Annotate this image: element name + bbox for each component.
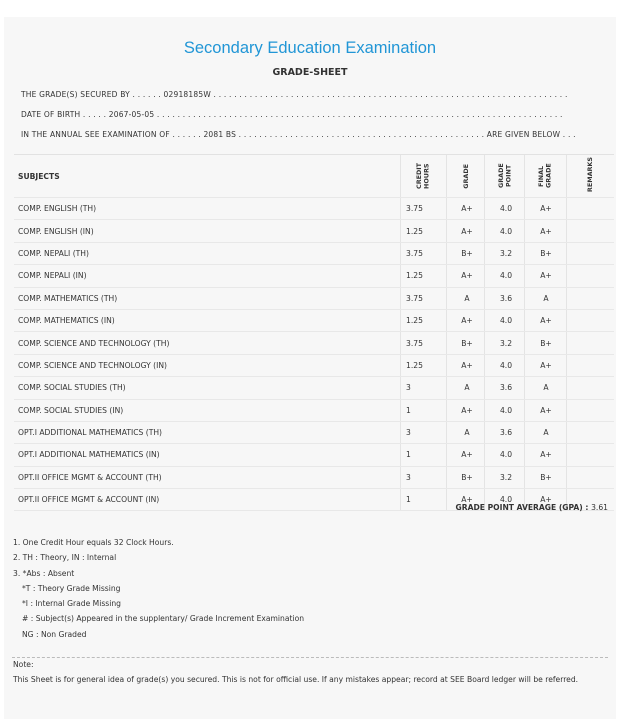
grade-point-cell: 4.0 (499, 316, 513, 326)
grade-cell: A+ (461, 204, 473, 214)
subject-cell: COMP. SOCIAL STUDIES (TH) (18, 383, 126, 393)
grade-cell: A+ (461, 271, 473, 281)
final-grade-cell: A+ (540, 226, 552, 236)
grade-point-cell: 3.2 (499, 472, 513, 482)
exam-year-line: IN THE ANNUAL SEE EXAMINATION OF . . . . . . 2081 BS . . . . . . . . . . . . . . . . . . . . . . . . . . . . . . . . . . . . . . . . . . . . . . . . ARE GIVEN BELOW . . . (21, 130, 576, 139)
table-row (14, 444, 614, 466)
subject-cell: COMP. SOCIAL STUDIES (IN) (18, 405, 124, 415)
grade-point-cell: 3.2 (499, 338, 513, 348)
credit-hours-cell: 3.75 (406, 293, 423, 303)
symbol-number-line: THE GRADE(S) SECURED BY . . . . . . 02918185W . . . . . . . . . . . . . . . . . . . . . . . . . . . . . . . . . . . . . . . . . . . . . . . . . . . . . . . . . . . . . . . . . . . . . (21, 90, 568, 99)
grade-sheet (4, 17, 616, 719)
note-item: 2. TH : Theory, IN : Internal (13, 553, 117, 563)
final-grade-cell: B+ (540, 338, 552, 348)
table-row (14, 198, 614, 220)
grade-point-cell: 4.0 (499, 360, 513, 370)
subject-cell: COMP. SCIENCE AND TECHNOLOGY (IN) (18, 360, 167, 370)
grade-point-cell: 3.6 (499, 383, 513, 393)
final-grade-cell: A (543, 293, 549, 303)
subject-cell: OPT.I ADDITIONAL MATHEMATICS (IN) (18, 450, 160, 460)
header-subjects: SUBJECTS (18, 171, 60, 181)
subject-cell: COMP. MATHEMATICS (IN) (18, 316, 115, 326)
note-item: # : Subject(s) Appeared in the supplentary/ Grade Increment Examination (22, 614, 305, 624)
grade-point-cell: 4.0 (499, 226, 513, 236)
table-row (14, 467, 614, 489)
final-grade-cell: B+ (540, 472, 552, 482)
subject-cell: COMP. SCIENCE AND TECHNOLOGY (TH) (18, 338, 170, 348)
table-row (14, 220, 614, 242)
grade-cell: A+ (461, 495, 473, 505)
table-row (14, 310, 614, 332)
grade-point-cell: 4.0 (499, 450, 513, 460)
footer-note (13, 658, 609, 687)
grade-cell: B+ (461, 248, 473, 258)
grade-cell: B+ (461, 472, 473, 482)
note-item: NG : Non Graded (22, 629, 87, 639)
table-row (14, 400, 614, 422)
header-final-grade: FINAL GRADE (537, 163, 553, 189)
note-item: *I : Internal Grade Missing (22, 599, 121, 609)
credit-hours-cell: 1.25 (406, 360, 423, 370)
table-row (14, 355, 614, 377)
subject-cell: COMP. ENGLISH (IN) (18, 226, 94, 236)
subject-cell: COMP. ENGLISH (TH) (18, 204, 97, 214)
credit-hours-cell: 3 (406, 383, 411, 393)
credit-hours-cell: 3 (406, 428, 411, 438)
final-grade-cell: A (543, 428, 549, 438)
credit-hours-cell: 3.75 (406, 248, 423, 258)
grade-point-cell: 4.0 (499, 271, 513, 281)
table-row (14, 422, 614, 444)
grade-point-cell: 4.0 (499, 495, 513, 505)
credit-hours-cell: 1.25 (406, 271, 423, 281)
grades-table (14, 154, 614, 511)
note-item: 1. One Credit Hour equals 32 Clock Hours. (13, 538, 174, 547)
subject-cell: COMP. NEPALI (IN) (18, 271, 87, 281)
grade-cell: B+ (461, 338, 473, 348)
final-grade-cell: B+ (540, 248, 552, 258)
grade-point-cell: 4.0 (499, 204, 513, 214)
subject-cell: OPT.I ADDITIONAL MATHEMATICS (TH) (18, 428, 163, 438)
grade-cell: A+ (461, 226, 473, 236)
credit-hours-cell: 1.25 (406, 316, 423, 326)
table-row (14, 288, 614, 310)
note-item: *T : Theory Grade Missing (22, 583, 121, 593)
note-label: Note: (13, 660, 34, 669)
exam-title: Secondary Education Examination (183, 39, 437, 57)
grade-point-cell: 3.6 (499, 293, 513, 303)
final-grade-cell: A+ (540, 405, 552, 415)
note-text: This Sheet is for general idea of grade(s) you secured. This is not for official use. If any mistakes appear; record at SEE Board ledger will be referred. (13, 674, 579, 684)
credit-hours-cell: 1 (406, 450, 411, 460)
note-item: 3. *Abs : Absent (13, 568, 75, 578)
final-grade-cell: A+ (540, 316, 552, 326)
grade-point-cell: 3.6 (499, 428, 513, 438)
grade-cell: A (464, 428, 470, 438)
header-grade: GRADE (462, 163, 471, 189)
header-credit-hours: CREDIT HOURS (415, 162, 431, 190)
credit-hours-cell: 3 (406, 472, 411, 482)
final-grade-cell: A+ (540, 271, 552, 281)
table-row (14, 243, 614, 265)
credit-hours-cell: 1 (406, 405, 411, 415)
date-of-birth-line: DATE OF BIRTH . . . . . 2067-05-05 . . . . . . . . . . . . . . . . . . . . . . . . . . . . . . . . . . . . . . . . . . . . . . . . . . . . . . . . . . . . . . . . . . . . . . . . . . . . . . . (21, 110, 563, 119)
gpa-value: 3.61 (591, 503, 608, 512)
credit-hours-cell: 3.75 (406, 338, 423, 348)
table-row (14, 332, 614, 354)
table-row (14, 377, 614, 399)
sheet-subtitle: GRADE-SHEET (272, 67, 348, 78)
grade-cell: A (464, 293, 470, 303)
grade-cell: A+ (461, 450, 473, 460)
credit-hours-cell: 3.75 (406, 204, 423, 214)
credit-hours-cell: 1 (406, 495, 411, 505)
grade-cell: A (464, 383, 470, 393)
header-remarks: REMARKS (586, 157, 595, 193)
grade-point-cell: 4.0 (499, 405, 513, 415)
notes-list (13, 535, 304, 642)
grade-point-cell: 3.2 (499, 248, 513, 258)
final-grade-cell: A+ (540, 360, 552, 370)
header-grade-point: GRADE POINT (497, 163, 513, 189)
grade-cell: A+ (461, 405, 473, 415)
final-grade-cell: A+ (540, 450, 552, 460)
subject-cell: COMP. MATHEMATICS (TH) (18, 293, 118, 303)
final-grade-cell: A+ (540, 495, 552, 505)
grade-cell: A+ (461, 316, 473, 326)
subject-cell: OPT.II OFFICE MGMT & ACCOUNT (TH) (18, 472, 162, 482)
credit-hours-cell: 1.25 (406, 226, 423, 236)
gpa-label: GRADE POINT AVERAGE (GPA) : (455, 503, 592, 512)
gpa-summary (456, 503, 609, 512)
subject-cell: OPT.II OFFICE MGMT & ACCOUNT (IN) (18, 495, 160, 505)
final-grade-cell: A+ (540, 204, 552, 214)
table-header-row (14, 155, 614, 198)
table-row (14, 265, 614, 287)
final-grade-cell: A (543, 383, 549, 393)
grade-cell: A+ (461, 360, 473, 370)
subject-cell: COMP. NEPALI (TH) (18, 248, 89, 258)
